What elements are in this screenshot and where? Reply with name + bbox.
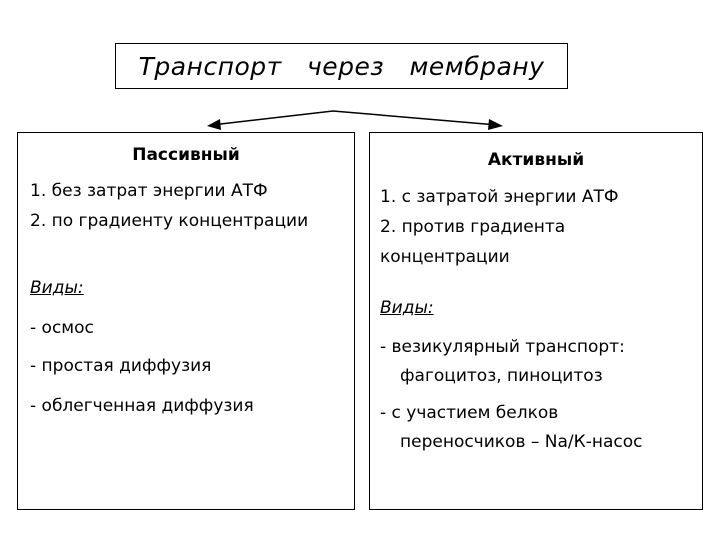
passive-type-simple-diffusion: - простая диффузия [30, 356, 212, 376]
passive-transport-box [17, 132, 355, 510]
arrowhead-right [488, 119, 503, 130]
connector-line [212, 111, 497, 125]
active-type-vesicular: - везикулярный транспорт: [380, 337, 625, 357]
active-point-1: 1. с затратой энергии АТФ [380, 187, 619, 207]
active-transport-box [369, 132, 703, 510]
passive-types-label: Виды: [30, 278, 84, 298]
passive-type-osmosis: - осмос [30, 318, 94, 338]
passive-point-2: 2. по градиенту концентрации [30, 211, 309, 231]
active-type-carrier-proteins: - с участием белков [380, 403, 559, 423]
active-type-sodium-potassium-pump: переносчиков – Na/К-насос [400, 432, 643, 452]
passive-type-facilitated-diffusion: - облегченная диффузия [30, 396, 254, 416]
arrowhead-left [207, 119, 221, 130]
active-point-2-cont: концентрации [380, 247, 510, 267]
active-heading: Активный [487, 150, 585, 170]
active-point-2: 2. против градиента [380, 217, 566, 237]
active-types-label: Виды: [380, 298, 434, 318]
active-type-vesicular-examples: фагоцитоз, пиноцитоз [400, 366, 603, 386]
passive-heading: Пассивный [132, 145, 240, 165]
diagram-title: Транспорт через мембрану [138, 52, 545, 81]
passive-point-1: 1. без затрат энергии АТФ [30, 181, 268, 201]
